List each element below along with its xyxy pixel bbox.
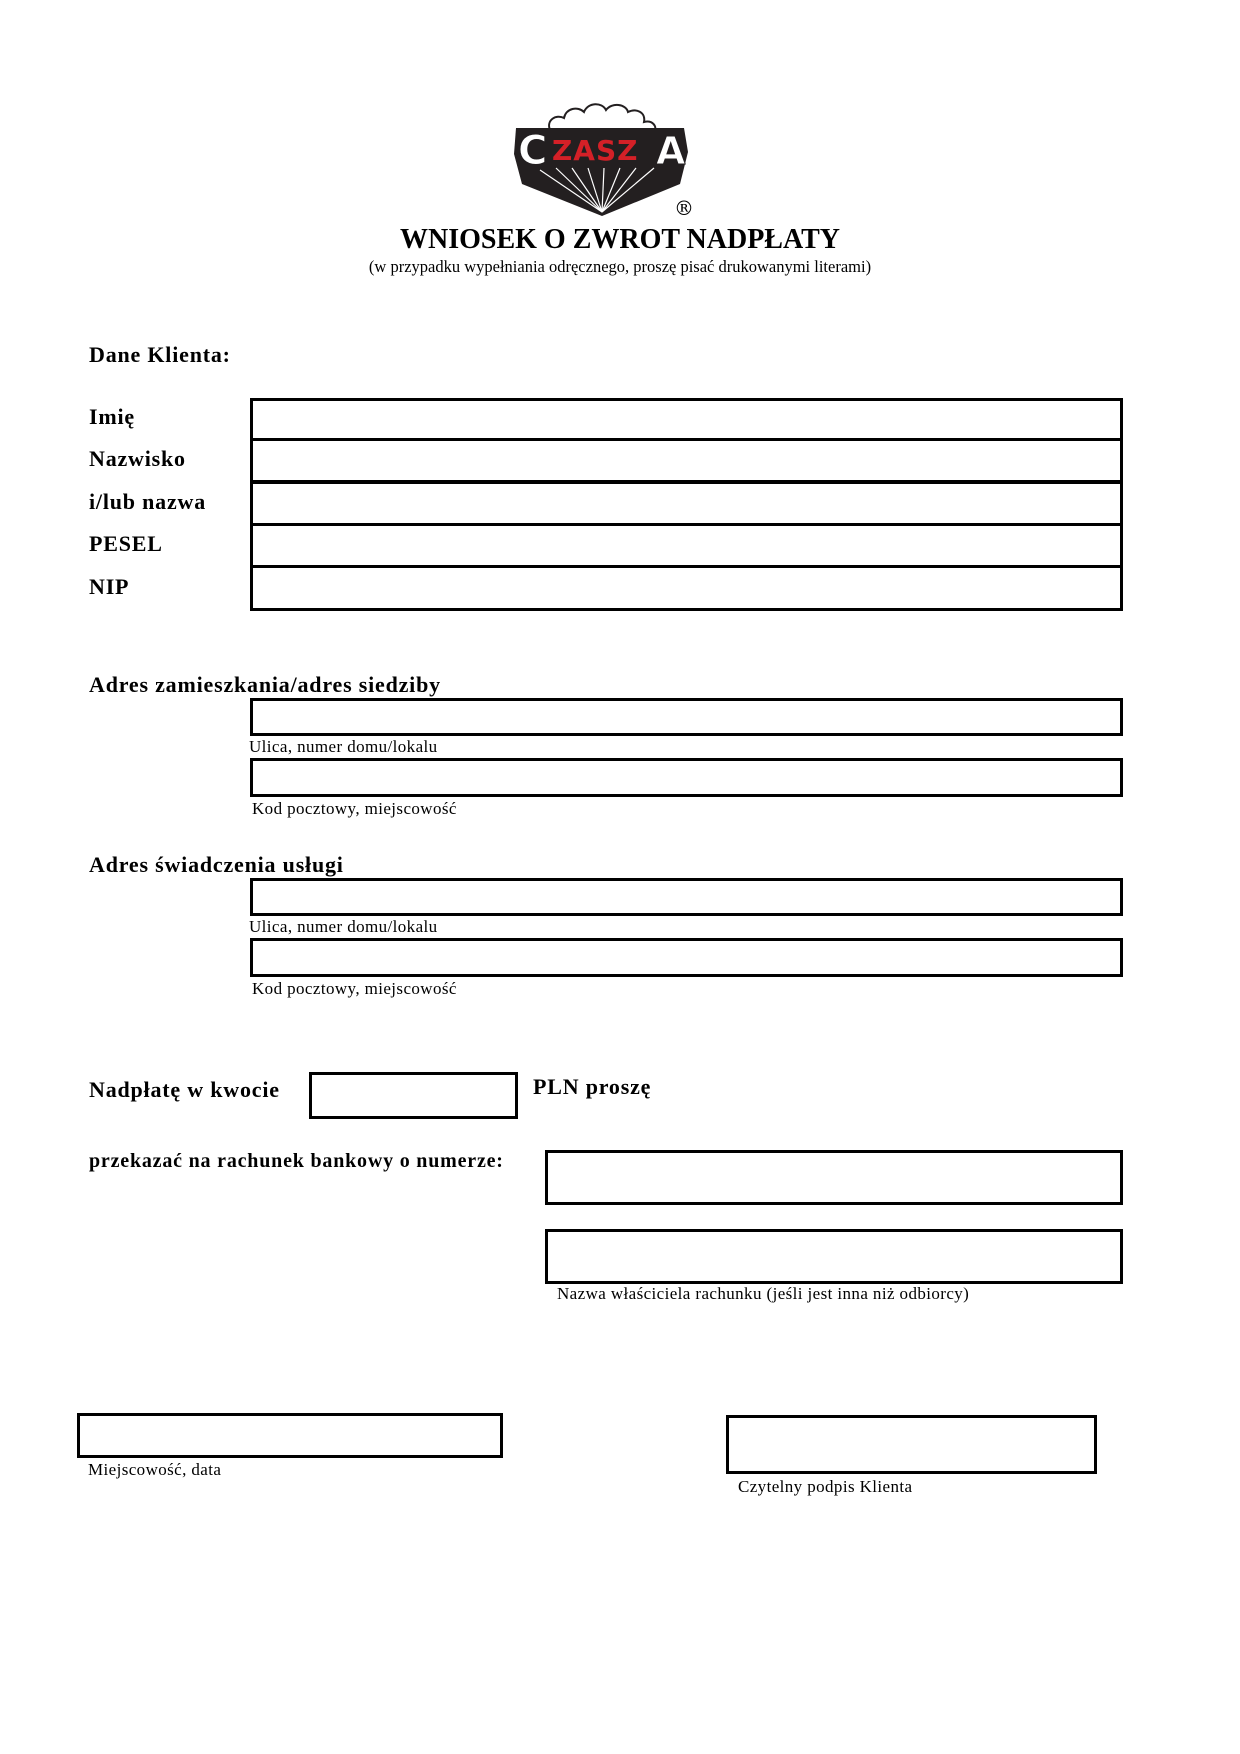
service-street-field[interactable] [253, 881, 1120, 913]
label-first-name: Imię [89, 404, 135, 429]
residence-postal-box [250, 758, 1123, 797]
pesel-row [250, 526, 1123, 568]
last-name-field[interactable] [253, 441, 1120, 480]
nip-field[interactable] [253, 568, 1120, 608]
residence-address-heading: Adres zamieszkania/adres siedziby [89, 672, 441, 697]
residence-postal-field[interactable] [253, 761, 1120, 794]
client-data-heading: Dane Klienta: [89, 342, 231, 367]
account-number-field[interactable] [548, 1153, 1120, 1202]
signature-field[interactable] [729, 1418, 1094, 1471]
place-date-box [77, 1413, 503, 1458]
place-date-label: Miejscowość, data [88, 1460, 222, 1479]
account-owner-box [545, 1229, 1123, 1284]
service-address-heading: Adres świadczenia usługi [89, 852, 344, 877]
label-nip: NIP [89, 574, 130, 599]
account-owner-field[interactable] [548, 1232, 1120, 1281]
first-name-field[interactable] [253, 401, 1120, 438]
amount-field[interactable] [312, 1075, 515, 1116]
page-subtitle: (w przypadku wypełniania odręcznego, proszę pisać drukowanymi literami) [368, 257, 872, 276]
account-label: przekazać na rachunek bankowy o numerze: [89, 1150, 504, 1172]
label-last-name: Nazwisko [89, 446, 186, 471]
amount-suffix-label: PLN proszę [533, 1074, 652, 1099]
service-postal-field[interactable] [253, 941, 1120, 974]
nip-row [250, 568, 1123, 611]
logo-graphic [512, 98, 692, 223]
residence-street-label: Ulica, numer domu/lokalu [249, 737, 438, 756]
place-date-field[interactable] [80, 1416, 500, 1455]
logo-letter-c: C [518, 128, 548, 174]
cloud-shape [549, 104, 655, 132]
label-pesel: PESEL [89, 531, 163, 556]
service-postal-box [250, 938, 1123, 977]
residence-street-field[interactable] [253, 701, 1120, 733]
pesel-field[interactable] [253, 526, 1120, 565]
first-name-row [250, 398, 1123, 441]
czasza-logo [512, 98, 692, 223]
service-street-box [250, 878, 1123, 916]
last-name-row [250, 441, 1123, 484]
client-data-fields [250, 398, 1123, 611]
signature-label: Czytelny podpis Klienta [738, 1477, 913, 1496]
company-name-field[interactable] [253, 484, 1120, 523]
company-name-row [250, 484, 1123, 526]
residence-postal-label: Kod pocztowy, miejscowość [252, 799, 457, 818]
service-street-label: Ulica, numer domu/lokalu [249, 917, 438, 936]
registered-mark: ® [674, 196, 694, 220]
account-owner-label: Nazwa właściciela rachunku (jeśli jest inna niż odbiorcy) [557, 1284, 970, 1303]
logo-letters-zasz: ZASZ [552, 134, 639, 167]
amount-box [309, 1072, 518, 1119]
account-number-box [545, 1150, 1123, 1205]
amount-prefix-label: Nadpłatę w kwocie [89, 1077, 280, 1102]
service-postal-label: Kod pocztowy, miejscowość [252, 979, 457, 998]
logo-letter-a: A [656, 129, 686, 173]
signature-box [726, 1415, 1097, 1474]
label-company-name: i/lub nazwa [89, 489, 206, 514]
page-title: WNIOSEK O ZWROT NADPŁATY [399, 224, 841, 255]
residence-street-box [250, 698, 1123, 736]
